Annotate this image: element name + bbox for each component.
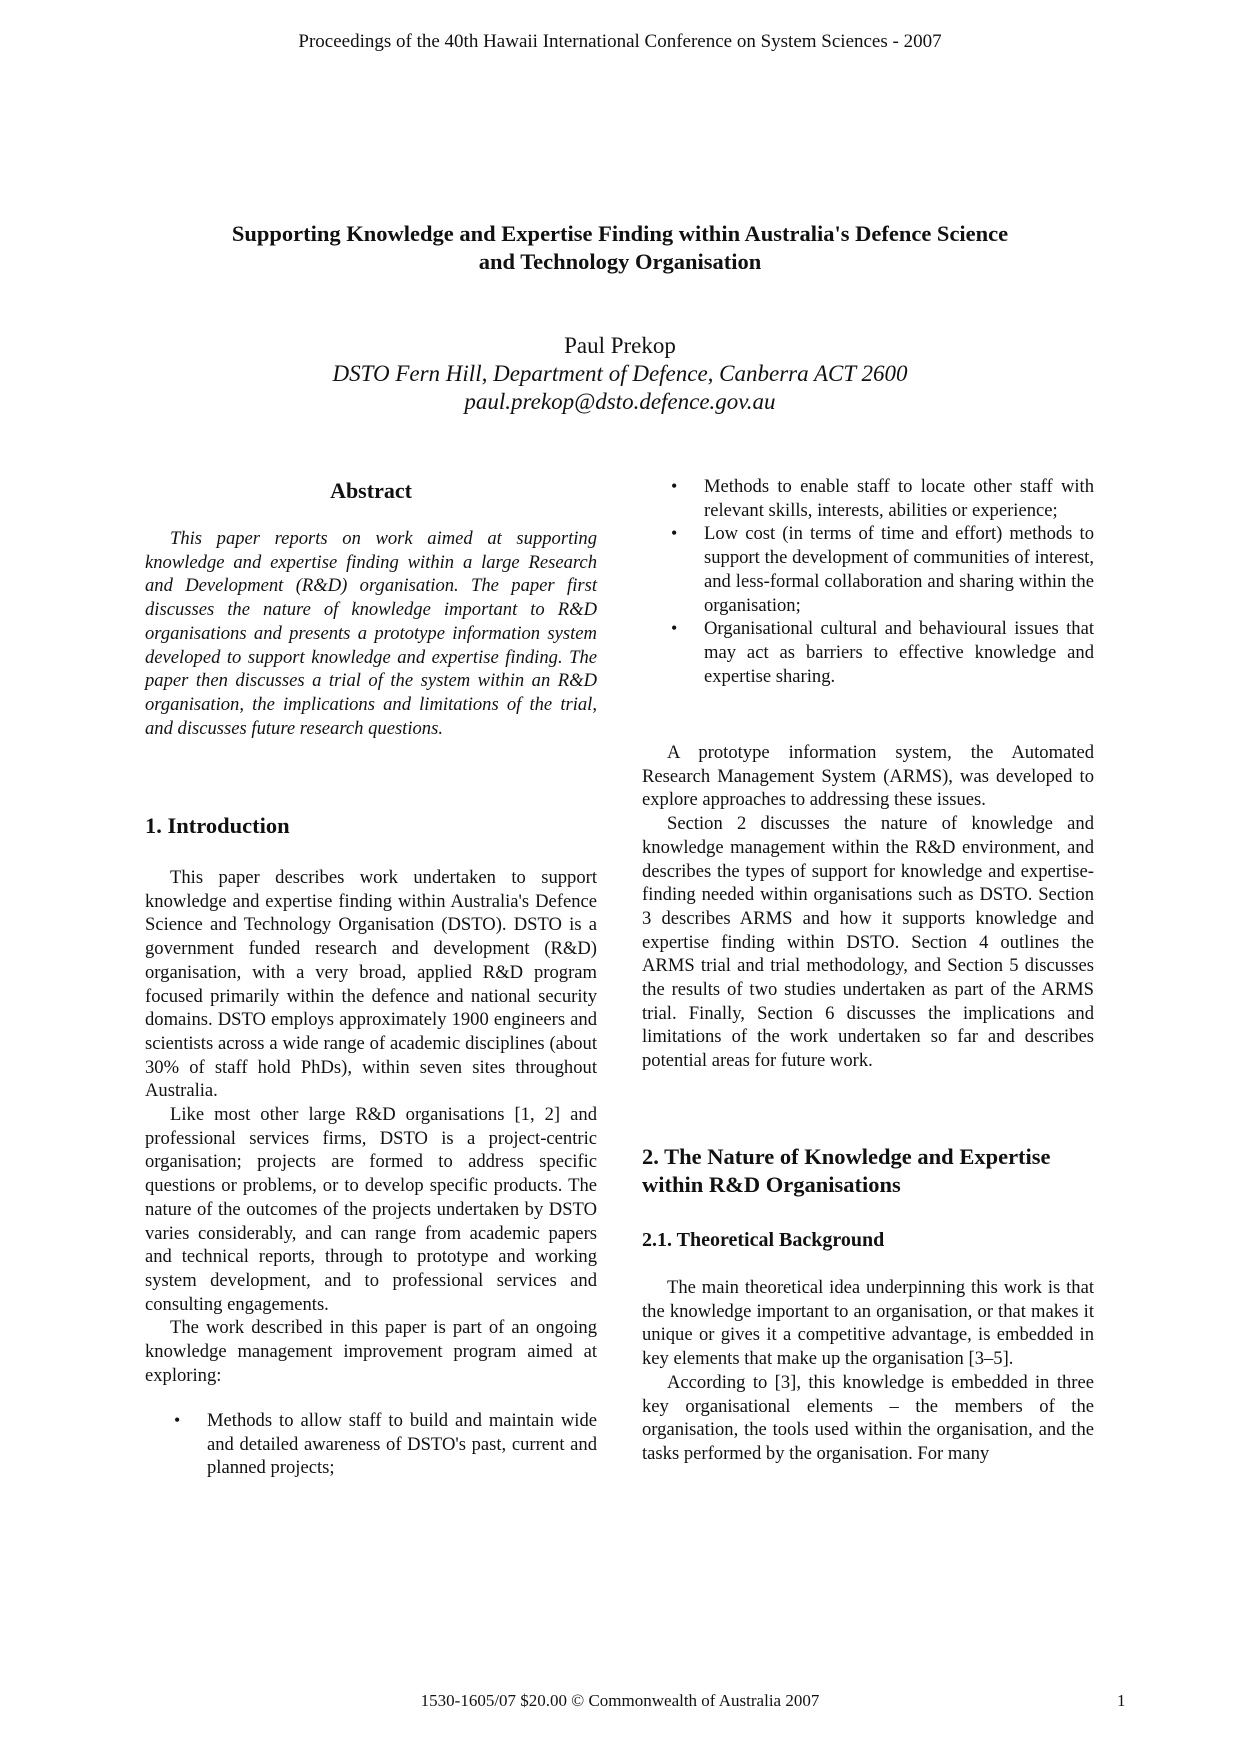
paper-title-line-2: and Technology Organisation [478,249,762,274]
section-1-body [145,866,597,1387]
bullet-icon: • [671,618,678,639]
bullet-icon: • [671,476,678,496]
bullet-icon: • [671,523,678,544]
section-1-heading: 1. Introduction [145,813,290,838]
abstract-body [145,527,597,740]
author-email: paul.prekop@dsto.defence.gov.au [464,389,776,414]
list-item [145,1409,597,1480]
abstract-heading: Abstract [330,478,412,503]
author-affiliation: DSTO Fern Hill, Department of Defence, Canberra ACT 2600 [332,361,908,386]
list-item-text: Organisational cultural and behavioural issues that may act as barriers to effective knowledge and expertise sharing. [704,618,1094,687]
section-1-body-continued [642,741,1094,1073]
bullet-icon: • [174,1410,181,1430]
bullet-list-left [145,1409,597,1480]
author-block [150,332,1090,416]
paragraph: The work described in this paper is part of an ongoing knowledge management improvement program aimed at exploring: [145,1317,597,1386]
subsection-2-1-heading-wrap [642,1227,1094,1253]
paragraph: According to [3], this knowledge is embedded in three key organisational elements – the members of the organisation, the tools used within the organisation, and the tasks performed by the organisation. For many [642,1371,1094,1464]
paragraph: The main theoretical idea underpinning this work is that the knowledge important to an organisation, or that makes it unique or gives it a competitive advantage, is embedded in key elements that make up the organisation [3–5]. [642,1277,1094,1370]
subsection-2-1-heading: 2.1. Theoretical Background [642,1229,885,1251]
subsection-2-1-body [642,1276,1094,1466]
paper-title [150,220,1090,276]
list-item [642,522,1094,617]
section-1-heading-wrap [145,812,597,840]
paragraph: Like most other large R&D organisations [1, 2] and professional services firms, DSTO is a project-centric organisation; projects are formed to address specific questions or problems, or to develop specific products. The nature of the outcomes of the projects undertaken by DSTO varies considerably, and can range from academic papers and technical reports, through to prototype and working system development, and to professional services and consulting engagements. [145,1104,597,1315]
section-2-heading: 2. The Nature of Knowledge and Expertise within R&D Organisations [642,1144,1051,1197]
author-name: Paul Prekop [564,333,676,358]
list-item [642,617,1094,688]
abstract-text: This paper reports on work aimed at supporting knowledge and expertise finding within a large Research and Development (R&D) organisation. The paper first discusses the nature of knowledge important to R&D organisations and presents a prototype information system developed to support knowledge and expertise finding. The paper then discusses a trial of the system within an R&D organisation, the implications and limitations of the trial, and discusses future research questions. [145,528,597,739]
paragraph: This paper describes work undertaken to support knowledge and expertise finding within Australia's Defence Science and Technology Organisation (DSTO). DSTO is a government funded research and development (R&D) organisation, with a very broad, applied R&D program focused primarily within the defence and national security domains. DSTO employs approximately 1900 engineers and scientists across a wide range of academic disciplines (about 30% of staff hold PhDs), within seven sites throughout Australia. [145,867,597,1102]
running-head: Proceedings of the 40th Hawaii International Conference on System Sciences - 2007 [298,31,942,52]
list-item [642,475,1094,522]
list-item-text: Methods to enable staff to locate other staff with relevant skills, interests, abilities or experience; [704,476,1094,521]
footer-copyright: 1530-1605/07 $20.00 © Commonwealth of Australia 2007 [420,1691,820,1710]
paper-title-line-1: Supporting Knowledge and Expertise Finding within Australia's Defence Science [231,221,1009,246]
list-item-text: Low cost (in terms of time and effort) methods to support the development of communities of interest, and less-formal collaboration and sharing within the organisation; [704,523,1094,616]
paragraph: A prototype information system, the Automated Research Management System (ARMS), was developed to explore approaches to addressing these issues. [642,742,1094,811]
section-2-heading-wrap [642,1143,1094,1199]
bullet-list-right [642,475,1094,688]
page-number: 1 [1117,1691,1126,1710]
paragraph: Section 2 discusses the nature of knowledge and knowledge management within the R&D environment, and describes the types of support for knowledge and expertise-finding needed within organisations such as DSTO. Section 3 describes ARMS and how it supports knowledge and expertise finding within DSTO. Section 4 outlines the ARMS trial and trial methodology, and Section 5 discusses the results of two studies undertaken as part of the ARMS trial. Finally, Section 6 discusses the implications and limitations of the work undertaken so far and describes potential areas for future work. [642,813,1094,1072]
list-item-text: Methods to allow staff to build and maintain wide and detailed awareness of DSTO's past, current and planned projects; [207,1410,597,1479]
